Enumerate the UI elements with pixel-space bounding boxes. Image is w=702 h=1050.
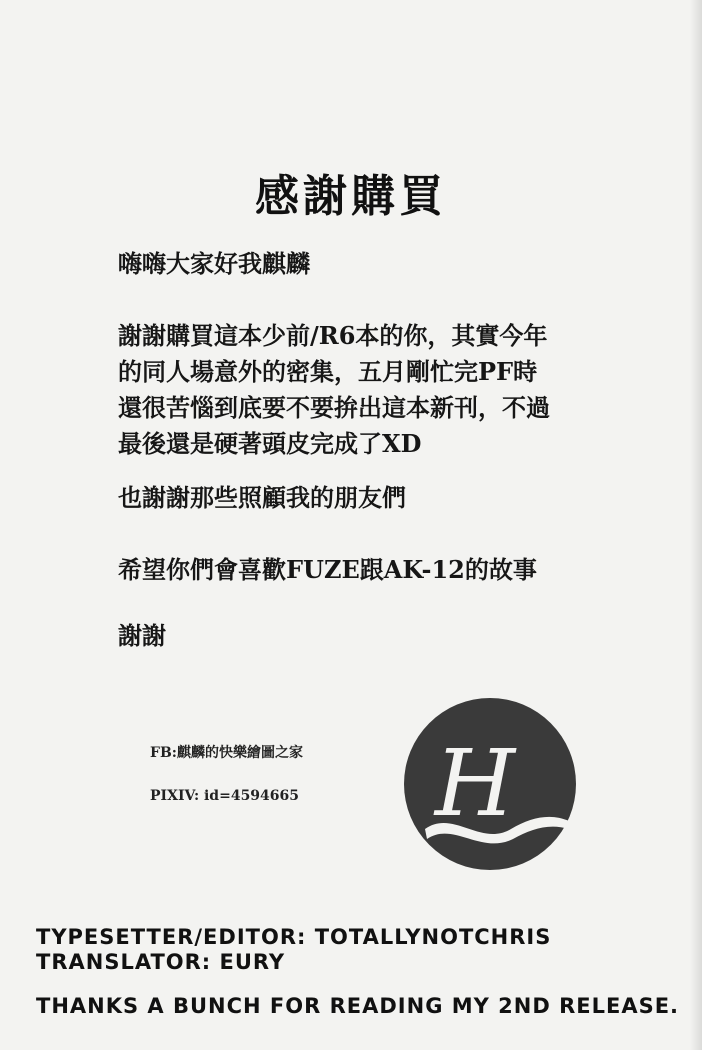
message-paragraph xyxy=(118,318,658,462)
paragraph-line: 還很苦惱到底要不要拚出這本新刊，不過 xyxy=(118,393,550,422)
translator-credit: TRANSLATOR: EURY xyxy=(36,950,286,974)
facebook-contact: FB:麒麟的快樂繪圖之家 xyxy=(150,745,303,761)
circle-h-logo xyxy=(403,697,577,871)
closing-text: 謝謝 xyxy=(118,621,166,650)
paragraph-line: 的同人場意外的密集，五月剛忙完PF時 xyxy=(118,357,538,386)
thanks-friends-text: 也謝謝那些照顧我的朋友們 xyxy=(118,483,406,512)
pixiv-contact: PIXIV: id=4594665 xyxy=(150,788,300,804)
paragraph-line: 最後還是硬著頭皮完成了XD xyxy=(118,429,422,458)
hope-text: 希望你們會喜歡FUZE跟AK-12的故事 xyxy=(118,555,537,584)
thanks-reading-text: THANKS A BUNCH FOR READING MY 2ND RELEASE. xyxy=(36,994,680,1018)
typesetter-credit: TYPESETTER/EDITOR: TOTALLYNOTCHRIS xyxy=(36,925,552,949)
page-title: 感謝購買 xyxy=(255,171,447,222)
logo-letter: H xyxy=(434,730,516,837)
page-edge-shadow xyxy=(690,0,702,1050)
greeting-text: 嗨嗨大家好我麒麟 xyxy=(118,249,310,278)
paragraph-line: 謝謝購買這本少前/R6本的你，其實今年 xyxy=(118,321,548,350)
